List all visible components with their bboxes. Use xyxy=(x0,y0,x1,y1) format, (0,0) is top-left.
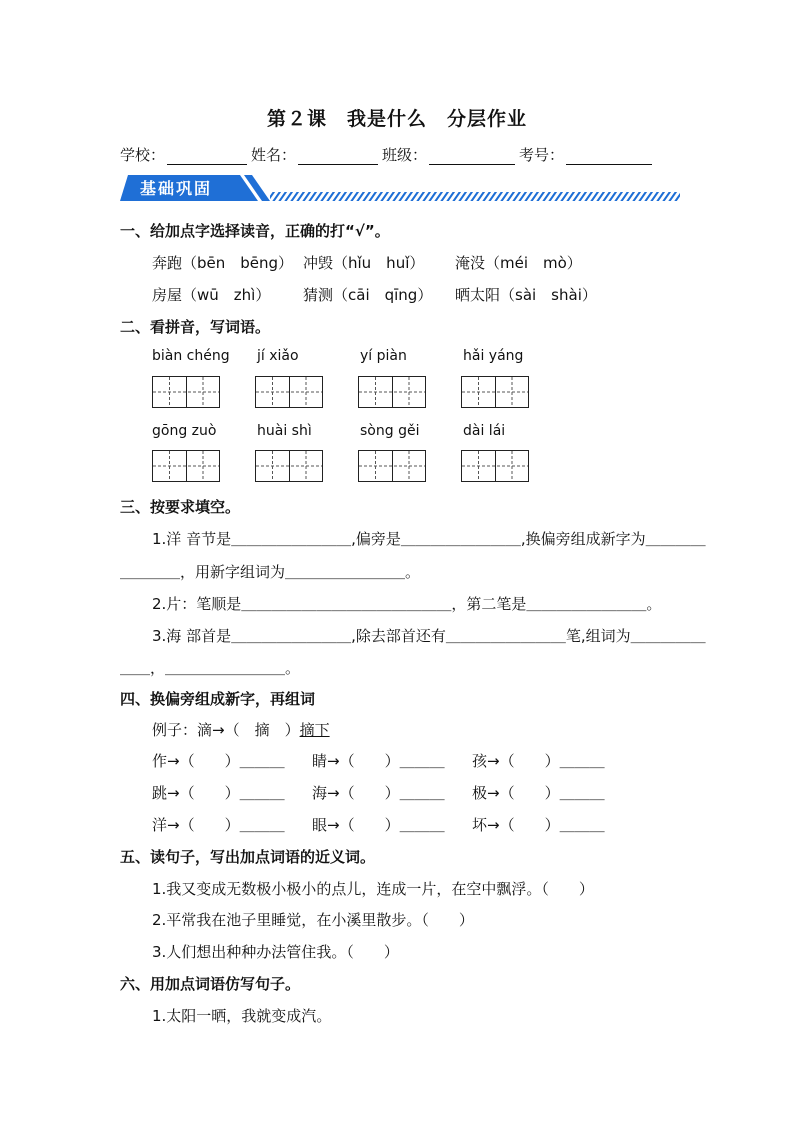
writing-grid[interactable] xyxy=(152,450,220,482)
class-label: 班级： xyxy=(382,146,428,164)
q3-item1-line2: ＿＿＿＿，用新字组词为＿＿＿＿＿＿＿＿。 xyxy=(120,563,421,581)
pinyin-label: yí piàn xyxy=(360,348,407,364)
school-label: 学校： xyxy=(120,146,166,164)
q5-sentence2: 2.平常我在池子里睡觉，在小溪里散步。（ ） xyxy=(152,911,474,929)
q4-item: 洋→（ ）＿＿＿ xyxy=(152,816,285,834)
student-info-line xyxy=(120,144,656,165)
class-field[interactable] xyxy=(429,148,515,165)
q4-heading: 四、换偏旁组成新字，再组词 xyxy=(120,690,316,708)
q3-item3-line2: ＿＿，＿＿＿＿＿＿＿＿。 xyxy=(120,659,301,677)
q4-item: 跳→（ ）＿＿＿ xyxy=(152,784,285,802)
writing-grid[interactable] xyxy=(461,450,529,482)
q4-item: 眼→（ ）＿＿＿ xyxy=(312,816,445,834)
q3-item1-line1: 1.洋 音节是＿＿＿＿＿＿＿＿,偏旁是＿＿＿＿＿＿＿＿,换偏旁组成新字为＿＿＿＿ xyxy=(152,530,706,548)
exam-no-field[interactable] xyxy=(566,148,652,165)
q6-sentence1: 1.太阳一晒，我就变成汽。 xyxy=(152,1007,332,1025)
q5-sentence1: 1.我又变成无数极小极小的点儿，连成一片，在空中飘浮。（ ） xyxy=(152,880,594,898)
q3-item3-line1: 3.海 部首是＿＿＿＿＿＿＿＿,除去部首还有＿＿＿＿＿＿＿＿笔,组词为＿＿＿＿＿ xyxy=(152,627,706,645)
writing-grid[interactable] xyxy=(255,450,323,482)
pinyin-label: jí xiǎo xyxy=(257,348,299,364)
q5-heading: 五、读句子，写出加点词语的近义词。 xyxy=(120,848,376,866)
page-title: 第２课 我是什么 分层作业 xyxy=(266,108,527,130)
q4-item: 极→（ ）＿＿＿ xyxy=(472,784,605,802)
pinyin-label: biàn chéng xyxy=(152,348,230,364)
q4-item: 作→（ ）＿＿＿ xyxy=(152,752,285,770)
name-field[interactable] xyxy=(298,148,378,165)
q4-item: 坏→（ ）＿＿＿ xyxy=(472,816,605,834)
school-field[interactable] xyxy=(167,148,247,165)
banner-label: 基础巩固 xyxy=(140,179,213,198)
q6-heading: 六、用加点词语仿写句子。 xyxy=(120,975,301,993)
q4-example-word: 摘下 xyxy=(299,721,330,739)
writing-grid[interactable] xyxy=(461,376,529,408)
q1-row1-item3: 淹没（méi mò） xyxy=(455,254,582,272)
q1-row2-item1: 房屋（wū zhì） xyxy=(152,286,271,304)
pinyin-label: sòng gěi xyxy=(360,423,420,439)
q2-heading: 二、看拼音，写词语。 xyxy=(120,318,271,336)
q3-item2: 2.片：笔顺是＿＿＿＿＿＿＿＿＿＿＿＿＿＿，第二笔是＿＿＿＿＿＿＿＿。 xyxy=(152,595,662,613)
q4-example-prefix: 例子：滴→（ 摘 ） xyxy=(152,721,300,739)
q1-heading: 一、给加点字选择读音，正确的打“√”。 xyxy=(120,222,390,240)
writing-grid[interactable] xyxy=(152,376,220,408)
pinyin-label: dài lái xyxy=(463,423,506,439)
writing-grid[interactable] xyxy=(358,376,426,408)
pinyin-label: gōng zuò xyxy=(152,423,217,439)
writing-grid[interactable] xyxy=(255,376,323,408)
q3-heading: 三、按要求填空。 xyxy=(120,498,241,516)
q1-row2-item2: 猜测（cāi qīng） xyxy=(303,286,433,304)
q4-item: 孩→（ ）＿＿＿ xyxy=(472,752,605,770)
q4-item: 海→（ ）＿＿＿ xyxy=(312,784,445,802)
name-label: 姓名： xyxy=(251,146,297,164)
pinyin-label: hǎi yáng xyxy=(463,348,524,364)
q4-item: 睛→（ ）＿＿＿ xyxy=(312,752,445,770)
exam-no-label: 考号： xyxy=(519,146,565,164)
writing-grid[interactable] xyxy=(358,450,426,482)
pinyin-label: huài shì xyxy=(257,423,312,439)
q1-row1-item2: 冲毁（hǐu huǐ） xyxy=(303,254,425,272)
q4-example xyxy=(152,719,330,740)
q5-sentence3: 3.人们想出种种办法管住我。（ ） xyxy=(152,943,399,961)
q1-row2-item3: 晒太阳（sài shài） xyxy=(455,286,597,304)
q1-row1-item1: 奔跑（bēn bēng） xyxy=(152,254,294,272)
